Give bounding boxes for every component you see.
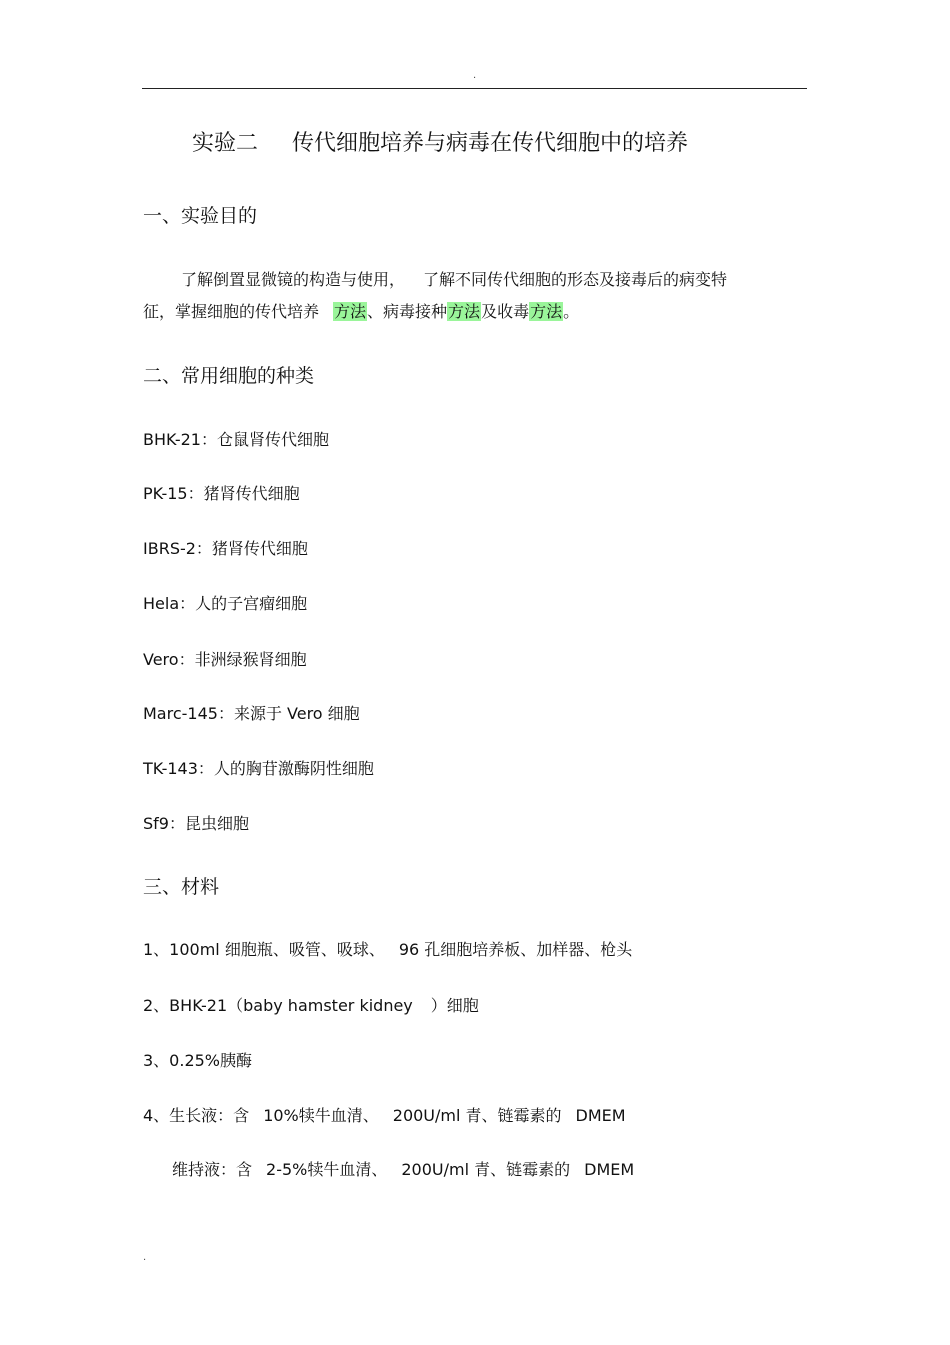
- highlight-method: 方法: [334, 302, 367, 321]
- section2-heading: 二、常用细胞的种类: [143, 365, 315, 387]
- cell-item: Sf9：昆虫细胞: [143, 814, 249, 833]
- cell-item: Hela：人的子宫瘤细胞: [143, 594, 308, 613]
- purpose-line2: [143, 299, 803, 322]
- cell-item: TK-143：人的胸苷激酶阴性细胞: [143, 759, 374, 778]
- section1-heading: 一、实验目的: [143, 205, 258, 227]
- material-text: DMEM: [575, 1106, 626, 1125]
- material-item: [143, 993, 479, 1016]
- material-text: ）细胞: [430, 996, 479, 1015]
- highlight-method: 方法: [448, 302, 481, 321]
- material-text: 维持液：含: [172, 1160, 253, 1179]
- material-item: [172, 1157, 634, 1180]
- purpose-text: 、病毒接种: [367, 302, 448, 321]
- material-item: [143, 937, 632, 960]
- highlight-method: 方法: [530, 302, 563, 321]
- material-text: 2、BHK-21（baby hamster kidney: [143, 996, 413, 1015]
- purpose-text: 及收毒: [481, 302, 530, 321]
- cell-item: Marc-145：来源于 Vero 细胞: [143, 704, 360, 723]
- title-part1: 实验二: [192, 131, 259, 156]
- material-text: 200U/ml 青、链霉素的: [401, 1160, 571, 1179]
- cell-item: Vero：非洲绿猴肾细胞: [143, 650, 307, 669]
- material-item: [143, 1103, 626, 1126]
- material-text: 10%犊牛血清、: [263, 1106, 379, 1125]
- purpose-text: 了解倒置显微镜的构造与使用，: [181, 270, 406, 289]
- cell-item: IBRS-2：猪肾传代细胞: [143, 539, 308, 558]
- purpose-text: 征，掌握细胞的传代培养: [143, 302, 320, 321]
- header-rule: [142, 88, 807, 89]
- purpose-line1: [181, 267, 841, 290]
- material-text: 2-5%犊牛血清、: [266, 1160, 388, 1179]
- material-item: 3、0.25%胰酶: [143, 1051, 253, 1070]
- title-part2: 传代细胞培养与病毒在传代细胞中的培养: [292, 131, 689, 156]
- material-text: 200U/ml 青、链霉素的: [392, 1106, 562, 1125]
- purpose-text: 。: [563, 302, 580, 321]
- header-dot: .: [473, 70, 477, 81]
- page-title: [192, 126, 688, 157]
- section3-heading: 三、材料: [143, 876, 220, 898]
- material-text: 1、100ml 细胞瓶、吸管、吸球、: [143, 940, 385, 959]
- purpose-text: 了解不同传代细胞的形态及接毒后的病变特: [423, 270, 728, 289]
- cell-item: BHK-21：仓鼠肾传代细胞: [143, 430, 329, 449]
- material-text: 4、生长液：含: [143, 1106, 250, 1125]
- material-text: 96 孔细胞培养板、加样器、枪头: [398, 940, 633, 959]
- footer-dot: .: [143, 1252, 147, 1263]
- cell-item: PK-15：猪肾传代细胞: [143, 484, 300, 503]
- material-text: DMEM: [584, 1160, 635, 1179]
